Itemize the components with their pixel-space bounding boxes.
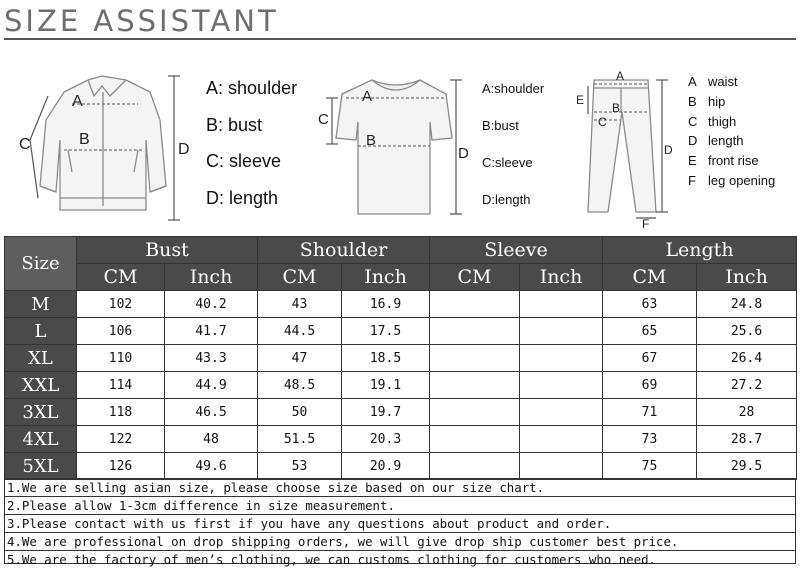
legend-item: A: shoulder [206, 78, 298, 98]
table-cell [430, 291, 520, 318]
size-rows [5, 291, 797, 480]
table-cell: 20.9 [342, 453, 430, 480]
table-cell [520, 372, 603, 399]
legend-item: A waist [688, 74, 738, 89]
sleeve-header: Sleeve [430, 237, 603, 264]
table-row [5, 399, 797, 426]
pants-marker-f: F [642, 217, 650, 231]
jacket-marker-a: A [72, 93, 83, 110]
pants-marker-e: E [576, 93, 585, 107]
table-cell: 28 [697, 399, 797, 426]
table-cell: 47 [258, 345, 342, 372]
bust-header: Bust [77, 237, 258, 264]
table-cell: 44.5 [258, 318, 342, 345]
table-cell: 110 [77, 345, 165, 372]
table-cell: 122 [77, 426, 165, 453]
size-label: 4XL [5, 426, 77, 453]
table-row [5, 345, 797, 372]
size-column-header: Size [5, 237, 77, 291]
table-cell: 65 [603, 318, 697, 345]
note-item: 2.Please allow 1-3cm difference in size measurement. [5, 497, 795, 515]
table-cell [430, 345, 520, 372]
unit-header: CM [430, 264, 520, 291]
size-chart-table [4, 236, 797, 480]
size-label: L [5, 318, 77, 345]
legend-item: B hip [688, 93, 726, 109]
table-cell: 50 [258, 399, 342, 426]
note-item: 3.Please contact with us first if you have any questions about product and order. [5, 515, 795, 533]
jacket-marker-c: C [19, 136, 31, 153]
unit-header: Inch [697, 264, 797, 291]
garment-illustrations [0, 44, 800, 234]
table-row [5, 318, 797, 345]
unit-header: CM [258, 264, 342, 291]
notes-list [4, 478, 796, 567]
legend-item: D length [688, 133, 744, 149]
table-cell: 49.6 [165, 453, 258, 480]
unit-header: CM [603, 264, 697, 291]
table-cell: 29.5 [697, 453, 797, 480]
tshirt-legend [482, 70, 544, 218]
table-cell [520, 291, 603, 318]
pants-marker-b: B [612, 101, 621, 115]
table-row [5, 453, 797, 480]
jacket-marker-b: B [79, 131, 90, 148]
size-label: 5XL [5, 453, 77, 480]
note-item: 4.We are professional on drop shipping orders, we will give drop ship customer best price. [5, 533, 795, 551]
table-cell [520, 345, 603, 372]
legend-item: B: bust [206, 114, 263, 135]
legend-item: D:length [482, 192, 531, 207]
pants-marker-c: C [598, 115, 607, 129]
table-cell: 63 [603, 291, 697, 318]
measurement-diagrams [0, 44, 800, 234]
pants-marker-d: D [664, 143, 673, 157]
table-row [5, 426, 797, 453]
unit-header: Inch [342, 264, 430, 291]
table-cell: 126 [77, 453, 165, 480]
legend-item: E front rise [688, 153, 759, 169]
table-cell [430, 399, 520, 426]
table-cell: 75 [603, 453, 697, 480]
table-cell: 28.7 [697, 426, 797, 453]
table-cell: 16.9 [342, 291, 430, 318]
table-cell: 27.2 [697, 372, 797, 399]
legend-item: C: sleeve [206, 151, 282, 171]
title-divider [4, 38, 796, 40]
tshirt-marker-d: D [458, 145, 469, 162]
table-cell: 25.6 [697, 318, 797, 345]
tshirt-illustration [336, 80, 452, 214]
table-cell: 43 [258, 291, 342, 318]
table-cell [430, 453, 520, 480]
tshirt-marker-a: A [362, 88, 373, 105]
shoulder-header: Shoulder [258, 237, 430, 264]
legend-item: D: length [206, 187, 279, 208]
table-cell: 118 [77, 399, 165, 426]
jacket-marker-d: D [178, 141, 190, 158]
legend-item: C thigh [688, 113, 737, 129]
pants-legend [688, 72, 775, 191]
size-label: XL [5, 345, 77, 372]
table-cell: 71 [603, 399, 697, 426]
legend-item: B:bust [482, 118, 519, 133]
legend-item: C:sleeve [482, 155, 533, 170]
table-cell: 24.8 [697, 291, 797, 318]
table-cell [520, 453, 603, 480]
table-cell: 19.1 [342, 372, 430, 399]
size-label: XXL [5, 372, 77, 399]
table-cell [430, 426, 520, 453]
note-item: 1.We are selling asian size, please choose size based on our size chart. [5, 479, 795, 497]
unit-header: Inch [520, 264, 603, 291]
jacket-illustration [40, 76, 166, 210]
table-cell: 67 [603, 345, 697, 372]
legend-item: F leg opening [688, 172, 776, 188]
table-row [5, 291, 797, 318]
table-cell [520, 318, 603, 345]
length-header: Length [603, 237, 797, 264]
pants-marker-a: A [616, 69, 625, 83]
table-cell [430, 372, 520, 399]
table-cell: 53 [258, 453, 342, 480]
table-cell: 41.7 [165, 318, 258, 345]
table-cell: 51.5 [258, 426, 342, 453]
note-item: 5.We are the factory of men’s clothing, we can customs clothing for customers who need. [7, 552, 657, 567]
table-cell: 19.7 [342, 399, 430, 426]
table-cell: 106 [77, 318, 165, 345]
table-cell [520, 426, 603, 453]
page-title: SIZE ASSISTANT [4, 4, 279, 38]
table-cell: 73 [603, 426, 697, 453]
size-label: M [5, 291, 77, 318]
tshirt-marker-b: B [366, 132, 377, 149]
table-row [5, 372, 797, 399]
table-cell [430, 318, 520, 345]
size-label: 3XL [5, 399, 77, 426]
legend-item: A:shoulder [482, 81, 545, 96]
table-cell: 114 [77, 372, 165, 399]
table-cell: 17.5 [342, 318, 430, 345]
table-cell: 20.3 [342, 426, 430, 453]
table-cell: 102 [77, 291, 165, 318]
table-cell: 48 [165, 426, 258, 453]
jacket-legend [206, 70, 297, 216]
pants-illustration [588, 80, 656, 212]
tshirt-marker-c: C [318, 111, 329, 128]
table-cell: 44.9 [165, 372, 258, 399]
table-cell: 43.3 [165, 345, 258, 372]
table-cell: 26.4 [697, 345, 797, 372]
table-cell [520, 399, 603, 426]
table-cell: 46.5 [165, 399, 258, 426]
table-cell: 18.5 [342, 345, 430, 372]
table-cell: 40.2 [165, 291, 258, 318]
unit-header: CM [77, 264, 165, 291]
unit-header: Inch [165, 264, 258, 291]
table-cell: 48.5 [258, 372, 342, 399]
table-cell: 69 [603, 372, 697, 399]
